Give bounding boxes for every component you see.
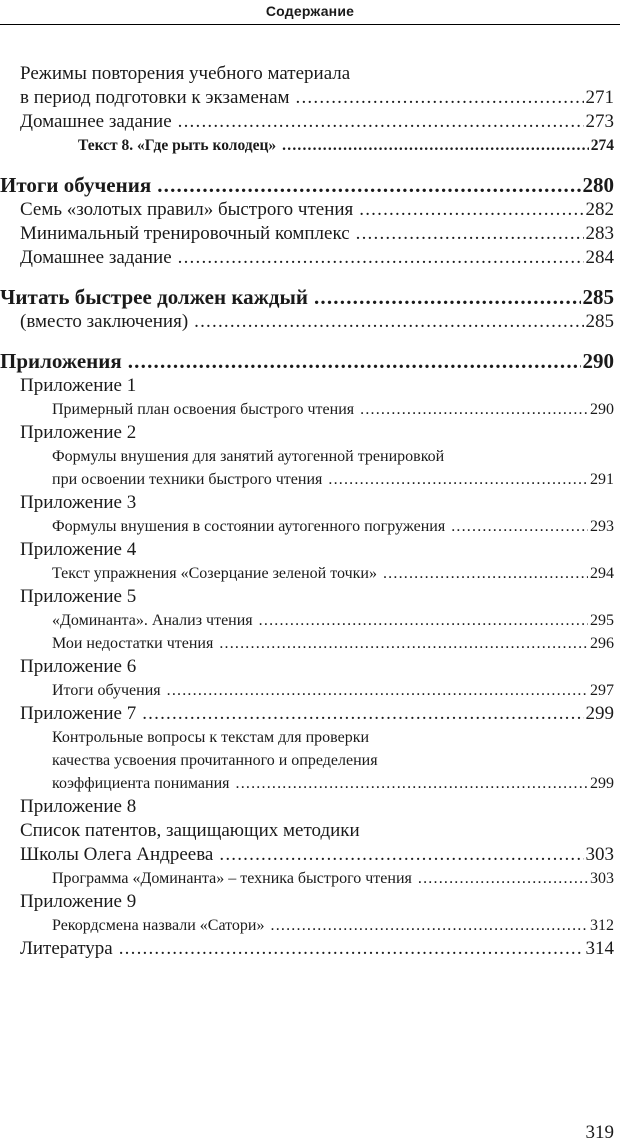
toc-entry-page: 282 <box>585 199 614 220</box>
toc-entry-title: Контрольные вопросы к текстам для проверки <box>52 729 370 746</box>
toc-entry-page: 296 <box>590 635 614 652</box>
toc-entry <box>0 198 614 222</box>
toc-entry-page: 297 <box>590 682 614 699</box>
toc-entry-title: Примерный план освоения быстрого чтения <box>52 401 355 418</box>
toc-entry-page: 285 <box>582 285 614 309</box>
toc-entry <box>0 222 614 246</box>
toc-entry-page: 299 <box>585 703 614 724</box>
toc-entry-title: Текст упражнения «Созерцание зеленой точки» <box>52 565 377 582</box>
toc-entry-title: Домашнее задание <box>20 247 172 268</box>
toc-entry-title: Минимальный тренировочный комплекс <box>20 223 350 244</box>
dot-leader <box>219 632 588 655</box>
toc-entry <box>0 632 614 655</box>
toc-entry <box>0 134 614 158</box>
toc-entry-page: 271 <box>585 87 614 108</box>
dot-leader <box>360 398 588 421</box>
toc-entry-page: 274 <box>590 137 614 154</box>
toc-entry <box>0 468 614 491</box>
toc-entry-title: Приложение 5 <box>20 586 137 607</box>
dot-leader <box>359 198 583 222</box>
toc-entry <box>0 310 614 334</box>
dot-leader <box>236 772 589 795</box>
toc-entry-page: 273 <box>585 111 614 132</box>
toc-entry-title: Приложения <box>0 349 122 373</box>
toc-entry-page: 293 <box>590 518 614 535</box>
toc-entry-page: 291 <box>590 471 614 488</box>
toc-entry <box>0 445 614 468</box>
toc-entry <box>0 609 614 632</box>
dot-leader <box>356 222 584 246</box>
page-number: 319 <box>585 1122 614 1143</box>
toc-entry <box>0 349 614 374</box>
toc-entry <box>0 749 614 772</box>
toc-entry-title: при освоении техники быстрого чтения <box>52 471 323 488</box>
toc-entry <box>0 819 614 843</box>
dot-leader <box>282 134 589 158</box>
toc-entry-title: Приложение 8 <box>20 796 137 817</box>
toc-entry <box>0 285 614 310</box>
toc-entry-page: 280 <box>582 173 614 197</box>
dot-leader <box>142 702 583 726</box>
toc-entry-title: Рекордсмена назвали «Сатори» <box>52 917 265 934</box>
toc-entry <box>0 562 614 585</box>
toc-entry-title: Формулы внушения для занятий аутогенной тренировкой <box>52 448 445 465</box>
dot-leader <box>194 310 583 334</box>
toc-entry <box>0 867 614 890</box>
toc-entry-title: Школы Олега Андреева <box>20 844 214 865</box>
toc-entry <box>0 538 614 562</box>
dot-leader <box>219 843 583 867</box>
toc-entry <box>0 843 614 867</box>
toc-entry <box>0 914 614 937</box>
toc-entry-page: 294 <box>590 565 614 582</box>
dot-leader <box>157 173 580 198</box>
toc-entry-title: Приложение 3 <box>20 492 137 513</box>
toc-entry-title: Мои недостатки чтения <box>52 635 214 652</box>
toc-entry-page: 295 <box>590 612 614 629</box>
toc-entry <box>0 246 614 270</box>
dot-leader <box>259 609 588 632</box>
toc-entry-page: 314 <box>585 938 614 959</box>
toc-entry-page: 290 <box>590 401 614 418</box>
toc-entry-title: Список патентов, защищающих методики <box>20 820 360 841</box>
toc-entry-title: Читать быстрее должен каждый <box>0 285 308 309</box>
toc-entry <box>0 421 614 445</box>
toc-entry <box>0 772 614 795</box>
dot-leader <box>119 937 584 961</box>
toc-entry <box>0 795 614 819</box>
toc-entry-page: 303 <box>585 844 614 865</box>
toc-entry-page: 303 <box>590 870 614 887</box>
toc-entry <box>0 890 614 914</box>
toc-entry <box>0 398 614 421</box>
toc-entry-title: «Доминанта». Анализ чтения <box>52 612 253 629</box>
dot-leader <box>451 515 588 538</box>
dot-leader <box>271 914 589 937</box>
toc-entry-page: 285 <box>585 311 614 332</box>
dot-leader <box>167 679 588 702</box>
toc-entry-page: 290 <box>582 349 614 373</box>
toc-entry-title: Приложение 9 <box>20 891 137 912</box>
toc-entry-page: 284 <box>585 247 614 268</box>
running-head <box>0 0 620 25</box>
toc-entry <box>0 86 614 110</box>
toc-entry-title: в период подготовки к экзаменам <box>20 87 290 108</box>
dot-leader <box>178 246 584 270</box>
dot-leader <box>128 349 581 374</box>
dot-leader <box>418 867 588 890</box>
toc-entry-page: 312 <box>590 917 614 934</box>
toc-entry-title: Итоги обучения <box>52 682 161 699</box>
toc-entry <box>0 515 614 538</box>
toc-entry-title: (вместо заключения) <box>20 311 189 332</box>
toc-entry-title: Приложение 4 <box>20 539 137 560</box>
toc-entry-title: Текст 8. «Где рыть колодец» <box>78 137 277 154</box>
toc-entry <box>0 726 614 749</box>
toc-entry-title: Приложение 7 <box>20 703 137 724</box>
toc-entry-title: Программа «Доминанта» – техника быстрого чтения <box>52 870 412 887</box>
toc-entry <box>0 62 614 86</box>
toc-entry-title: Семь «золотых правил» быстрого чтения <box>20 199 354 220</box>
toc-entry-title: Режимы повторения учебного материала <box>20 63 351 84</box>
toc-entry-title: Приложение 2 <box>20 422 137 443</box>
toc-entry <box>0 585 614 609</box>
toc-entry-page: 299 <box>590 775 614 792</box>
toc-entry <box>0 110 614 134</box>
toc-entry <box>0 491 614 515</box>
toc-entry <box>0 702 614 726</box>
toc-entry-title: Приложение 6 <box>20 656 137 677</box>
running-head-title: Содержание <box>265 3 355 19</box>
toc-entry <box>0 937 614 961</box>
toc-entry-page: 283 <box>585 223 614 244</box>
dot-leader <box>383 562 588 585</box>
toc-entry <box>0 173 614 198</box>
toc-entry-title: коэффициента понимания <box>52 775 230 792</box>
toc-entry <box>0 374 614 398</box>
dot-leader <box>296 86 584 110</box>
toc-entry-title: Приложение 1 <box>20 375 137 396</box>
toc-entry-title: качества усвоения прочитанного и определения <box>52 752 378 769</box>
table-of-contents <box>0 62 614 961</box>
toc-entry-title: Формулы внушения в состоянии аутогенного погружения <box>52 518 446 535</box>
toc-entry-title: Литература <box>20 938 113 959</box>
toc-entry-title: Итоги обучения <box>0 173 152 197</box>
toc-entry <box>0 679 614 702</box>
toc-entry-title: Домашнее задание <box>20 111 172 132</box>
toc-entry <box>0 655 614 679</box>
dot-leader <box>328 468 588 491</box>
dot-leader <box>314 285 581 310</box>
dot-leader <box>178 110 584 134</box>
